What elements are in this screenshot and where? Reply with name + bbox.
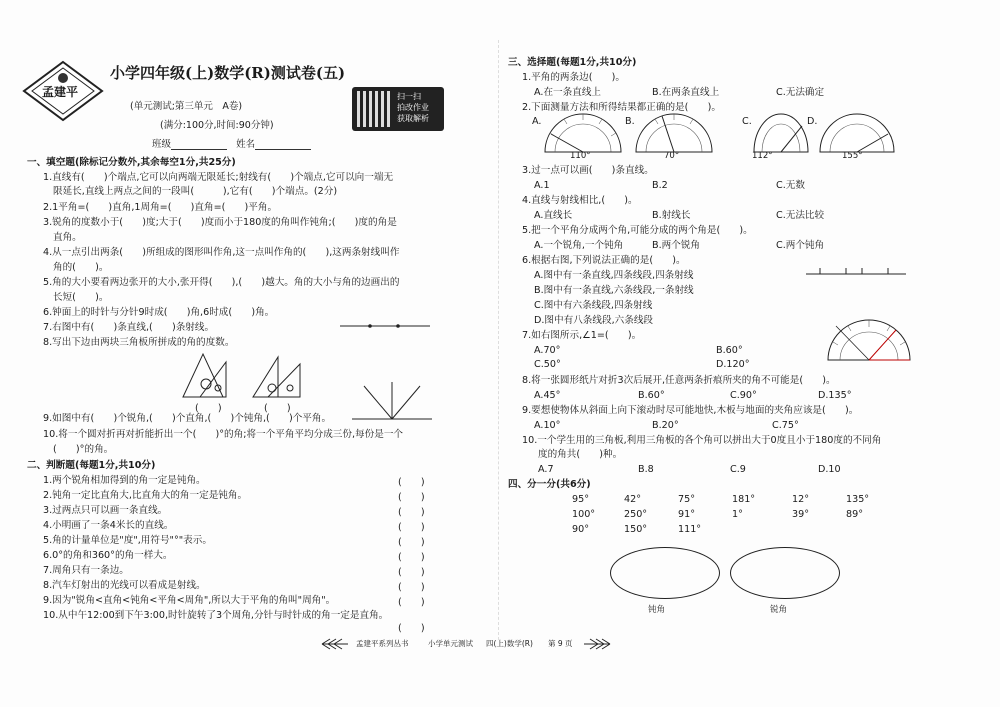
angle-value[interactable]: 150° [624, 524, 648, 535]
s1-line: 5.角的大小要看两边张开的大小,张开得( ),( )越大。角的大小与角的边画出的 [43, 277, 400, 288]
protractor-reading: 70° [664, 151, 680, 161]
judge-paren[interactable]: ( ) [398, 623, 425, 634]
s1-line: 3.锐角的度数小于( )度;大于( )度而小于180度的角叫作钝角;( )度的角是 [43, 217, 397, 228]
obtuse-ellipse[interactable] [610, 547, 720, 599]
class-name-row [152, 136, 311, 150]
logo-text: 孟建平 [42, 85, 79, 99]
angle-value[interactable]: 135° [846, 494, 870, 505]
option[interactable]: A.1 [534, 180, 550, 191]
angle-value[interactable]: 12° [792, 494, 810, 505]
option[interactable]: D.135° [818, 390, 852, 401]
option[interactable]: A.直线长 [534, 210, 573, 221]
protractor-reading: 112° [752, 151, 773, 161]
triangle-ruler-figure-2 [248, 352, 308, 402]
publisher-logo [22, 60, 104, 122]
s1-line: 9.如图中有( )个锐角,( )个直角,( )个钝角,( )个平角。 [43, 413, 332, 424]
choice-question: 8.将一张圆形纸片对折3次后展开,任意两条折痕所夹的角不可能是( )。 [522, 375, 836, 386]
choice-question: 5.把一个平角分成两个角,可能分成的两个角是( )。 [522, 225, 753, 236]
judge-paren[interactable]: ( ) [398, 552, 425, 563]
angle-value[interactable]: 250° [624, 509, 648, 520]
judge-paren[interactable]: ( ) [398, 522, 425, 533]
class-blank[interactable] [171, 140, 227, 150]
page-number: 第 9 页 [548, 639, 573, 648]
qr-code-box[interactable] [352, 87, 444, 131]
judge-item: 4.小明画了一条4米长的直线。 [43, 520, 174, 531]
angle-value[interactable]: 181° [732, 494, 756, 505]
option[interactable]: C.9 [730, 464, 746, 475]
judge-paren[interactable]: ( ) [398, 597, 425, 608]
line-figure [340, 323, 430, 329]
s1-line: 长短( )。 [53, 292, 109, 303]
angle-value[interactable]: 1° [732, 509, 743, 520]
judge-item: 8.汽车灯射出的光线可以看成是射线。 [43, 580, 206, 591]
judge-item: 7.周角只有一条边。 [43, 565, 129, 576]
s1-line: 限延长,直线上两点之间的一段叫( ),它有( )个端点。(2分) [53, 186, 338, 197]
judge-item: 2.钝角一定比直角大,比直角大的角一定是钝角。 [43, 490, 248, 501]
judge-item: 5.角的计量单位是"度",用符号"°"表示。 [43, 535, 212, 546]
footer-series: 孟建平系列丛书 [356, 639, 409, 648]
section-1-heading: 一、填空题(除标记分数外,其余每空1分,共25分) [27, 157, 236, 168]
choice-question: 9.要想使物体从斜面上向下滚动时尽可能地快,木板与地面的夹角应该是( )。 [522, 405, 859, 416]
option[interactable]: B.射线长 [652, 210, 691, 221]
angle-value[interactable]: 95° [572, 494, 590, 505]
qr-text: 扫一扫 拍改作业 获取解析 [397, 92, 429, 123]
angle-value[interactable]: 89° [846, 509, 864, 520]
protractor-icon [818, 112, 896, 154]
s1-line: 7.右图中有( )条直线,( )条射线。 [43, 322, 215, 333]
angle-value[interactable]: 39° [792, 509, 810, 520]
option[interactable]: B.60° [638, 390, 665, 401]
s1-line: 6.钟面上的时针与分针9时成( )角,6时成( )角。 [43, 307, 275, 318]
option[interactable]: C.两个钝角 [776, 240, 825, 251]
option[interactable]: A. [532, 116, 542, 127]
judge-paren[interactable]: ( ) [398, 567, 425, 578]
right-arrow-ornament-icon [584, 639, 610, 649]
option[interactable]: C.无数 [776, 180, 805, 191]
angle-value[interactable]: 100° [572, 509, 596, 520]
option[interactable]: C.图中有六条线段,四条射线 [534, 300, 653, 311]
page-title: 小学四年级(上)数学(R)测试卷(五) [110, 64, 346, 82]
option[interactable]: A.图中有一条直线,四条线段,四条射线 [534, 270, 694, 281]
choice-question: 1.平角的两条边( )。 [522, 72, 625, 83]
s1-line: 8.写出下边由两块三角板所拼成的角的度数。 [43, 337, 235, 348]
protractor-icon [634, 112, 714, 154]
angle-value[interactable]: 111° [678, 524, 702, 535]
option[interactable]: C.无法比较 [776, 210, 825, 221]
judge-item: 3.过两点只可以画一条直线。 [43, 505, 168, 516]
option[interactable]: A.在一条直线上 [534, 87, 602, 98]
triangle-ruler-figure-1 [178, 352, 238, 402]
option[interactable]: B.在两条直线上 [652, 87, 720, 98]
option[interactable]: A.45° [534, 390, 561, 401]
s1-line: 10.将一个圆对折再对折能折出一个( )°的角;将一个平角平均分成三份,每份是一个 [43, 429, 404, 440]
option[interactable]: A.一个锐角,一个钝角 [534, 240, 624, 251]
footer-grade: 四(上)数学(R) [486, 639, 533, 648]
answer-paren[interactable]: ( ) [195, 403, 222, 414]
s1-line: ( )°的角。 [53, 444, 114, 455]
name-label: 姓名 [236, 139, 256, 150]
choice-question: 10.一个学生用的三角板,利用三角板的各个角可以拼出大于0度且小于180度的不同角 [522, 435, 882, 446]
section-3-heading: 三、选择题(每题1分,共10分) [508, 57, 637, 68]
ellipse-label: 钝角 [648, 605, 666, 615]
option[interactable]: B.2 [652, 180, 668, 191]
left-arrow-ornament-icon [322, 639, 348, 649]
angle-value[interactable]: 91° [678, 509, 696, 520]
option[interactable]: B. [625, 116, 635, 127]
subtitle: (单元测试;第三单元 A卷) [130, 101, 243, 112]
judge-paren[interactable]: ( ) [398, 537, 425, 548]
protractor-icon [543, 112, 623, 154]
score-time: (满分:100分,时间:90分钟) [160, 120, 274, 131]
segment-line-figure [806, 266, 906, 276]
choice-question: 7.如右图所示,∠1=( )。 [522, 330, 642, 341]
option[interactable]: B.两个锐角 [652, 240, 701, 251]
option[interactable]: C.90° [730, 390, 757, 401]
footer-book: 小学单元测试 [428, 639, 473, 648]
protractor-icon [752, 112, 810, 154]
judge-paren[interactable]: ( ) [398, 582, 425, 593]
choice-question: 6.根据右图,下列说法正确的是( )。 [522, 255, 686, 266]
option[interactable]: B.8 [638, 464, 654, 475]
s1-line: 4.从一点引出两条( )所组成的图形叫作角,这一点叫作角的( ),这两条射线叫作 [43, 247, 400, 258]
ellipse-label: 锐角 [770, 605, 788, 615]
section-4-heading: 四、分一分(共6分) [508, 479, 591, 490]
option[interactable]: D.图中有八条线段,六条线段 [534, 315, 654, 326]
answer-paren[interactable]: ( ) [264, 403, 291, 414]
rays-figure [352, 378, 432, 420]
angle-value[interactable]: 90° [572, 524, 590, 535]
protractor-reading: 110° [570, 151, 591, 161]
s1-line: 角的( )。 [53, 262, 109, 273]
option[interactable]: D.10 [818, 464, 841, 475]
fold-line [498, 40, 499, 640]
choice-question: 2.下面测量方法和所得结果都正确的是( )。 [522, 102, 721, 113]
acute-ellipse[interactable] [730, 547, 840, 599]
angle-value[interactable]: 75° [678, 494, 696, 505]
protractor-reading: 155° [842, 151, 863, 161]
option[interactable]: C. [742, 116, 752, 127]
choice-question: 4.直线与射线相比,( )。 [522, 195, 638, 206]
angle-value[interactable]: 42° [624, 494, 642, 505]
protractor-angle-figure [826, 318, 912, 362]
option[interactable]: A.10° [534, 420, 561, 431]
option[interactable]: D.120° [716, 359, 750, 370]
option[interactable]: B.图中有一条直线,六条线段,一条射线 [534, 285, 694, 296]
class-label: 班级 [152, 139, 172, 150]
s1-line: 直角。 [53, 232, 82, 243]
judge-item: 1.两个锐角相加得到的角一定是钝角。 [43, 475, 206, 486]
choice-question: 3.过一点可以画( )条直线。 [522, 165, 654, 176]
s1-line: 1.直线有( )个端点,它可以向两端无限延长;射线有( )个端点,它可以向一端无 [43, 172, 394, 183]
name-blank[interactable] [255, 140, 311, 150]
option[interactable]: D. [807, 116, 818, 127]
option[interactable]: A.7 [538, 464, 554, 475]
choice-question-cont: 度的角共( )种。 [538, 449, 623, 460]
option[interactable]: A.70° [534, 345, 561, 356]
option[interactable]: C.无法确定 [776, 87, 825, 98]
option[interactable]: B.60° [716, 345, 743, 356]
option[interactable]: C.75° [772, 420, 799, 431]
judge-item: 6.0°的角和360°的角一样大。 [43, 550, 173, 561]
s1-line: 2.1平角=( )直角,1周角=( )直角=( )平角。 [43, 202, 278, 213]
qr-code-icon [357, 91, 393, 127]
judge-item: 10.从中午12:00到下午3:00,时针旋转了3个周角,分针与时针成的角一定是直角。 [43, 610, 389, 621]
judge-paren[interactable]: ( ) [398, 477, 425, 488]
section-2-heading: 二、判断题(每题1分,共10分) [27, 460, 156, 471]
judge-paren[interactable]: ( ) [398, 507, 425, 518]
option[interactable]: B.20° [652, 420, 679, 431]
judge-paren[interactable]: ( ) [398, 492, 425, 503]
option[interactable]: C.50° [534, 359, 561, 370]
judge-item: 9.因为"锐角<直角<钝角<平角<周角",所以大于平角的角叫"周角"。 [43, 595, 336, 606]
